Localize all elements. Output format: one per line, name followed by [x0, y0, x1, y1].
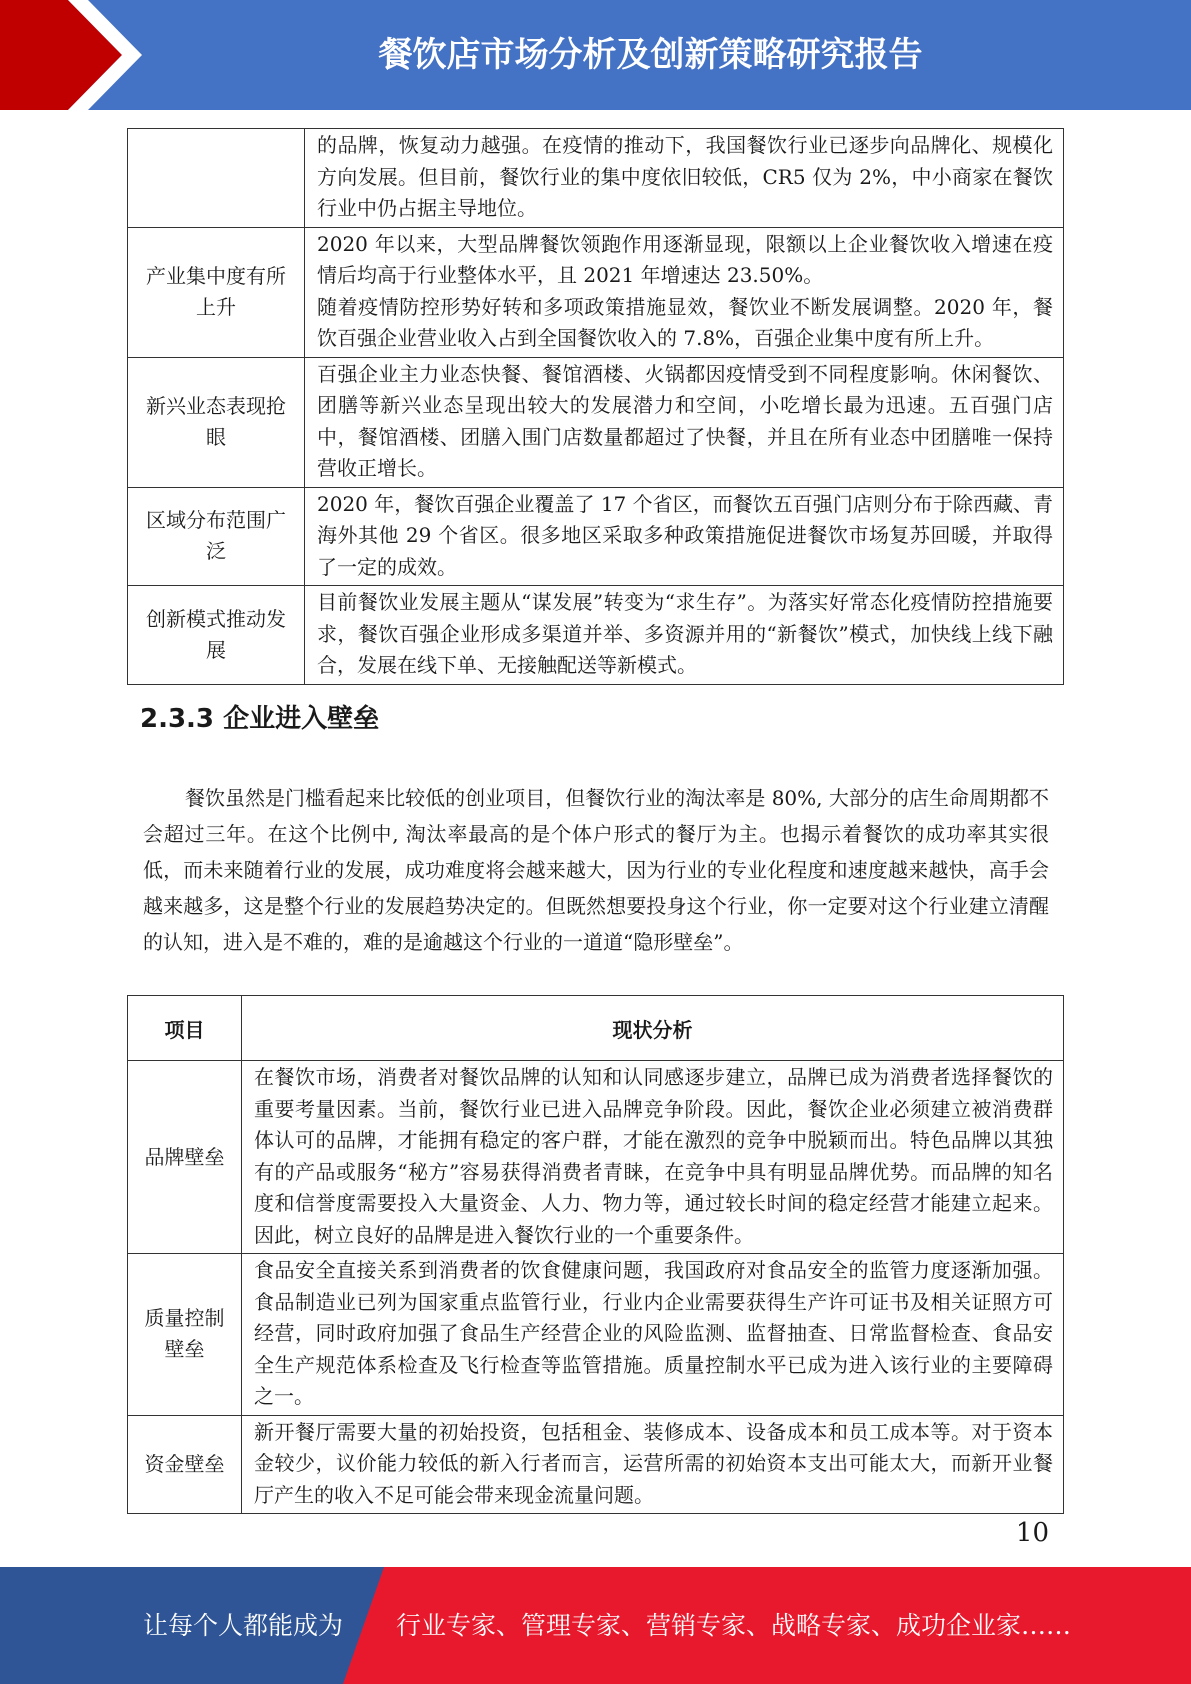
row-label: 品牌壁垒 — [128, 1061, 242, 1254]
row-label: 创新模式推动发展 — [128, 586, 305, 685]
body-paragraph: 餐饮虽然是门槛看起来比较低的创业项目，但餐饮行业的淘汰率是 80%, 大部分的店生命周期都不会超过三年。在这个比例中, 淘汰率最高的是个体户形式的餐厅为主。也揭示着餐饮的成功率其实很低，而未来随着行业的发展，成功难度将会越来越大，因为行业的专业化程度和速度越来越快，高手会越来越多，这是整个行业的发展趋势决定的。但既然想要投身这个行业，你一定要对这个行业建立清醒的认知，进入是不难的，难的是逾越这个行业的一道道“隐形壁垒”。 — [143, 786, 1049, 954]
row-label: 区域分布范围广泛 — [128, 487, 305, 586]
row-content: 百强企业主力业态快餐、餐馆酒楼、火锅都因疫情受到不同程度影响。休闲餐饮、团膳等新兴业态呈现出较大的发展潜力和空间，小吃增长最为迅速。五百强门店中，餐馆酒楼、团膳入围门店数量都超过了快餐，并且在所有业态中团膳唯一保持营收正增长。 — [305, 357, 1064, 487]
section-heading: 2.3.3 企业进入壁垒 — [140, 704, 380, 734]
column-header-item: 项目 — [128, 996, 242, 1061]
page-header — [0, 0, 1191, 110]
row-content — [305, 227, 1064, 357]
row-content: 的品牌，恢复动力越强。在疫情的推动下，我国餐饮行业已逐步向品牌化、规模化方向发展。但目前，餐饮行业的集中度依旧较低，CR5 仅为 2%，中小商家在餐饮行业中仍占据主导地位。 — [305, 129, 1064, 228]
table-row — [128, 129, 1064, 228]
row-content-paragraph: 2020 年以来，大型品牌餐饮领跑作用逐渐显现，限额以上企业餐饮收入增速在疫情后均高于行业整体水平，且 2021 年增速达 23.50%。 — [317, 231, 1053, 287]
row-content: 在餐饮市场，消费者对餐饮品牌的认知和认同感逐步建立，品牌已成为消费者选择餐饮的重要考量因素。当前，餐饮行业已进入品牌竞争阶段。因此，餐饮企业必须建立被消费群体认可的品牌，才能拥有稳定的客户群，才能在激烈的竞争中脱颖而出。特色品牌以其独有的产品或服务“秘方”容易获得消费者青睐，在竞争中具有明显品牌优势。而品牌的知名度和信誉度需要投入大量资金、人力、物力等，通过较长时间的稳定经营才能建立起来。因此，树立良好的品牌是进入餐饮行业的一个重要条件。 — [242, 1061, 1064, 1254]
industry-trend-table — [127, 128, 1064, 685]
footer-slogan-left: 让每个人都能成为 — [143, 1611, 344, 1640]
column-header-analysis: 现状分析 — [242, 996, 1064, 1061]
row-content: 2020 年，餐饮百强企业覆盖了 17 个省区，而餐饮五百强门店则分布于除西藏、青海外其他 29 个省区。很多地区采取多种政策措施促进餐饮市场复苏回暖，并取得了一定的成效。 — [305, 487, 1064, 586]
table-row — [128, 227, 1064, 357]
table-row — [128, 1254, 1064, 1416]
table-row — [128, 586, 1064, 685]
row-content: 食品安全直接关系到消费者的饮食健康问题，我国政府对食品安全的监管力度逐渐加强。食品制造业已列为国家重点监管行业，行业内企业需要获得生产许可证书及相关证照方可经营，同时政府加强了食品生产经营企业的风险监测、监督抽查、日常监督检查、食品安全生产规范体系检查及飞行检查等监管措施。质量控制水平已成为进入该行业的主要障碍之一。 — [242, 1254, 1064, 1416]
row-label: 产业集中度有所上升 — [128, 227, 305, 357]
row-label: 资金壁垒 — [128, 1415, 242, 1514]
table-row — [128, 1061, 1064, 1254]
table-row — [128, 357, 1064, 487]
row-content-paragraph: 随着疫情防控形势好转和多项政策措施显效，餐饮业不断发展调整。2020 年，餐饮百强企业营业收入占到全国餐饮收入的 7.8%，百强企业集中度有所上升。 — [317, 294, 1053, 350]
footer-slogan-right: 行业专家、管理专家、营销专家、战略专家、成功企业家…… — [396, 1611, 1072, 1640]
table-header-row — [128, 996, 1064, 1061]
row-label: 新兴业态表现抢眼 — [128, 357, 305, 487]
header-title: 餐饮店市场分析及创新策略研究报告 — [378, 35, 923, 75]
entry-barrier-table — [127, 995, 1064, 1514]
row-label — [128, 129, 305, 228]
row-content: 目前餐饮业发展主题从“谋发展”转变为“求生存”。为落实好常态化疫情防控措施要求，餐饮百强企业形成多渠道并举、多资源并用的“新餐饮”模式，加快线上线下融合，发展在线下单、无接触配送等新模式。 — [305, 586, 1064, 685]
table-row — [128, 1415, 1064, 1514]
row-label: 质量控制壁垒 — [128, 1254, 242, 1416]
page-number: 10 — [1015, 1518, 1049, 1548]
page-footer — [0, 1567, 1191, 1684]
row-content: 新开餐厅需要大量的初始投资，包括租金、装修成本、设备成本和员工成本等。对于资本金较少，议价能力较低的新入行者而言，运营所需的初始资本支出可能太大，而新开业餐厅产生的收入不足可能会带来现金流量问题。 — [242, 1415, 1064, 1514]
table-row — [128, 487, 1064, 586]
